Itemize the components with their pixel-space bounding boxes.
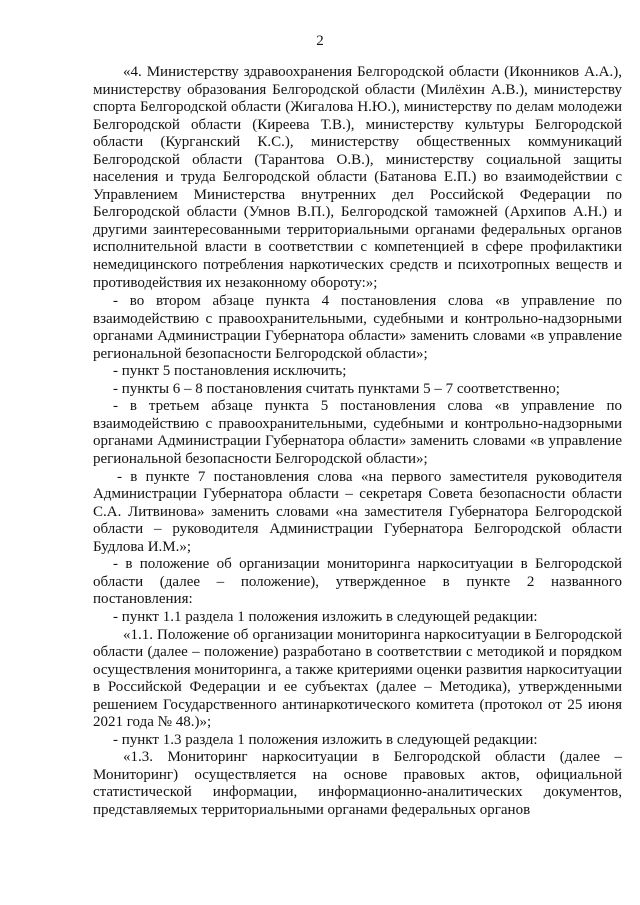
paragraph-clause-1-1-text: «1.1. Положение об организации мониторинга наркоситуации в Белгородской области (далее – положение) разработано в соответствии с методикой и порядком осуществления мониторинга, а также критериями оценки развития наркоситуации в Российской Федерации и ее субъектах (далее – Методика), утвержденными решением Государственного антинаркотического комитета (протокол от 25 июня 2021 года № 48.)»;	[93, 626, 622, 731]
paragraph-exclude-clause-5: - пункт 5 постановления исключить;	[113, 363, 347, 380]
document-body	[93, 64, 622, 820]
paragraph-amend-clause-4: - во втором абзаце пункта 4 постановления слова «в управление по взаимодействию с правоохранительными, судебными и контрольно-надзорными органами Администрации Губернатора области» заменить словами «в управление региональной безопасности Белгородской области»;	[93, 293, 622, 362]
paragraph-clause-1-3-heading: - пункт 1.3 раздела 1 положения изложить в следующей редакции:	[113, 731, 538, 748]
paragraph-item-4-ministries: «4. Министерству здравоохранения Белгородской области (Иконников А.А.), министерству образования Белгородской области (Милёхин А.В.), министерству спорта Белгородской области (Жигалова Н.Ю.), министерству по делам молодежи Белгородской области (Киреева Т.В.), министерству культуры Белгородской области (Курганский К.С.), министерству общественных коммуникаций Белгородской области (Тарантова О.В.), министерству социальной защиты населения и труда Белгородской области (Батанова Е.П.) во взаимодействии с Управлением Министерства внутренних дел Российской Федерации по Белгородской области (Умнов В.П.), Белгородской таможней (Архипов А.Н.) и другими заинтересованными территориальными органами федеральных органов исполнительной власти в соответствии с компетенцией в сфере профилактики немедицинского потребления наркотических средств и психотропных веществ и противодействия их незаконному обороту:»;	[93, 64, 622, 291]
paragraph-regulation-intro: - в положение об организации мониторинга наркоситуации в Белгородской области (далее – положение), утвержденное в пункте 2 названного постановления:	[93, 556, 622, 608]
paragraph-amend-clause-5: - в третьем абзаце пункта 5 постановления слова «в управление по взаимодействию с правоохранительными, судебными и контрольно-надзорными органами Администрации Губернатора области» заменить словами «в управление региональной безопасности Белгородской области»;	[93, 398, 622, 468]
paragraph-renumber-clauses: - пункты 6 – 8 постановления считать пунктами 5 – 7 соответственно;	[113, 380, 560, 397]
paragraph-clause-1-1-heading: - пункт 1.1 раздела 1 положения изложить в следующей редакции:	[113, 608, 538, 625]
paragraph-amend-clause-7: - в пункте 7 постановления слова «на первого заместителя руководителя Администрации Губернатора области – секретаря Совета безопасности области С.А. Литвинова» заменить словами «на заместителя Губернатора Белгородской области – руководителя Администрации Губернатора Белгородской области Будлова И.М.»;	[93, 468, 622, 555]
page-number: 2	[316, 33, 324, 49]
paragraph-clause-1-3-text: «1.3. Мониторинг наркоситуации в Белгородской области (далее – Мониторинг) осуществляется на основе правовых актов, официальной статистической информации, информационно-аналитических документов, представляемых территориальными органами федеральных органов	[93, 749, 622, 818]
